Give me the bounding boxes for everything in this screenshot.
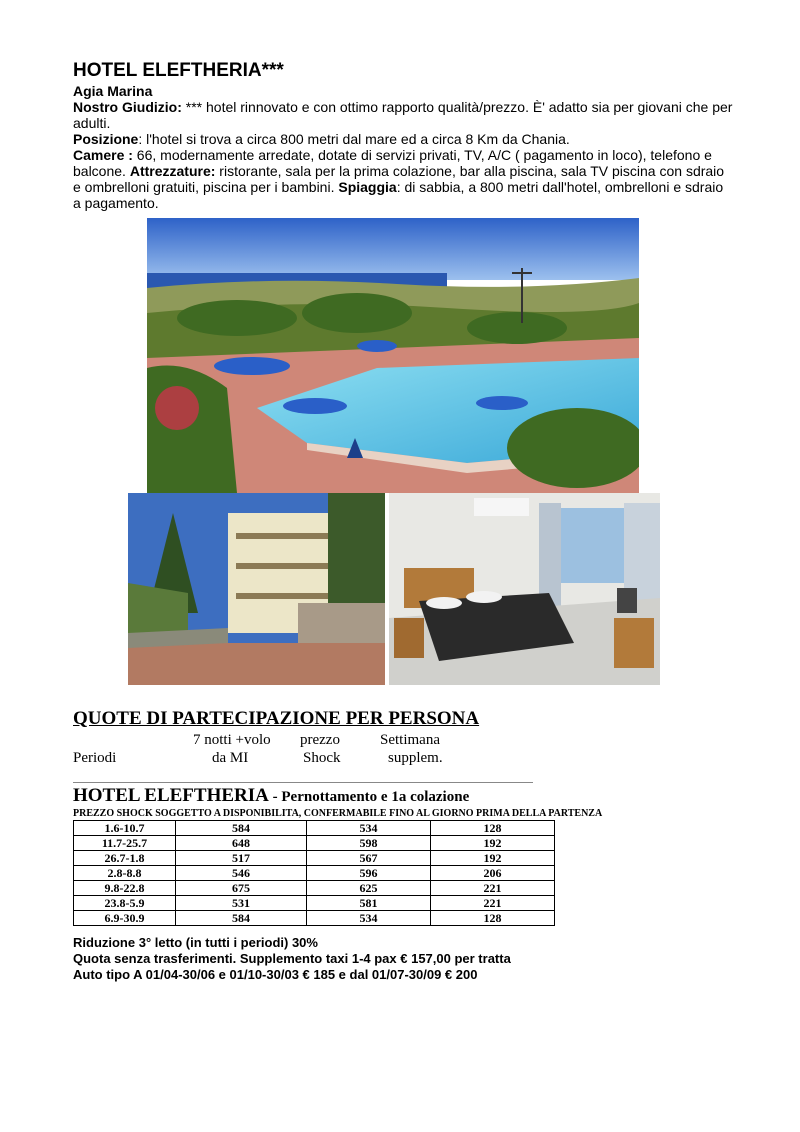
price-cell: 531 [176, 896, 307, 911]
supplement-cell: 192 [431, 851, 555, 866]
col-price-line2: Shock [303, 750, 341, 766]
shock-price-cell: 567 [307, 851, 431, 866]
table-row [74, 911, 555, 926]
table-row [74, 866, 555, 881]
hotel-exterior-photo [128, 493, 385, 685]
price-cell: 584 [176, 821, 307, 836]
shock-price-cell: 625 [307, 881, 431, 896]
price-cell: 517 [176, 851, 307, 866]
table-hotel-name: HOTEL ELEFTHERIA [73, 785, 269, 806]
period-cell: 23.8-5.9 [74, 896, 176, 911]
period-cell: 2.8-8.8 [74, 866, 176, 881]
board-type: - Pernottamento e 1a colazione [268, 789, 470, 805]
price-shock-note: PREZZO SHOCK SOGGETTO A DISPONIBILITA, CONFERMABILE FINO AL GIORNO PRIMA DELLA PARTENZA [73, 808, 603, 819]
period-cell: 1.6-10.7 [74, 821, 176, 836]
beach-label: Spiaggia [338, 179, 397, 195]
hotel-name-row [73, 785, 469, 808]
col-periods: Periodi [73, 750, 117, 766]
facilities-label: Attrezzature: [129, 163, 216, 179]
car-rental-note: Auto tipo A 01/04-30/06 e 01/10-30/03 € 185 e dal 01/07-30/09 € 200 [73, 967, 478, 982]
supplement-cell: 221 [431, 896, 555, 911]
hotel-title: HOTEL ELEFTHERIA*** [73, 60, 284, 81]
third-bed-note: Riduzione 3° letto (in tutti i periodi) 30% [73, 935, 318, 950]
rooms-text: 66, modernamente arredate, dotate di servizi privati, TV, A/C ( pagamento in loco), telefono e balcone. [73, 147, 712, 179]
position-label: Posizione [73, 131, 139, 147]
price-cell: 648 [176, 836, 307, 851]
period-cell: 6.9-30.9 [74, 911, 176, 926]
period-cell: 26.7-1.8 [74, 851, 176, 866]
price-cell: 546 [176, 866, 307, 881]
col-supp-line2: supplem. [388, 750, 443, 766]
beach-text: : di sabbia, a 800 metri dall'hotel, ombrelloni e sdraio a pagamento. [73, 179, 724, 211]
table-row [74, 896, 555, 911]
period-cell: 9.8-22.8 [74, 881, 176, 896]
transfers-note: Quota senza trasferimenti. Supplemento taxi 1-4 pax € 157,00 per tratta [73, 951, 511, 966]
table-row [74, 851, 555, 866]
facilities-text: ristorante, sala per la prima colazione, bar alla piscina, sala TV piscina con sdraio e ombrelloni gratuiti, piscina per i bambini. [73, 163, 725, 195]
position-text: : l'hotel si trova a circa 800 metri dal mare ed a circa 8 Km da Chania. [138, 131, 570, 147]
supplement-cell: 192 [431, 836, 555, 851]
hotel-description [73, 83, 733, 211]
price-cell: 675 [176, 881, 307, 896]
price-table [73, 820, 555, 926]
supplement-cell: 128 [431, 821, 555, 836]
table-row [74, 836, 555, 851]
rooms-label: Camere : [73, 147, 133, 163]
judgement-text: *** hotel rinnovato e con ottimo rapporto qualità/prezzo. È' adatto sia per giovani che per adulti. [73, 99, 733, 131]
divider [73, 782, 533, 783]
table-row [74, 821, 555, 836]
col-nights-line1: 7 notti +volo [193, 732, 271, 748]
price-table-body [74, 821, 555, 926]
judgement-label: Nostro Giudizio: [73, 99, 182, 115]
room-photo [389, 493, 660, 685]
supplement-cell: 206 [431, 866, 555, 881]
col-nights-line2: da MI [212, 750, 249, 766]
shock-price-cell: 534 [307, 821, 431, 836]
hotel-location: Agia Marina [73, 83, 153, 99]
supplement-cell: 128 [431, 911, 555, 926]
supplement-cell: 221 [431, 881, 555, 896]
col-supp-line1: Settimana [380, 732, 440, 748]
col-price-line1: prezzo [300, 732, 340, 748]
table-row [74, 881, 555, 896]
shock-price-cell: 581 [307, 896, 431, 911]
pool-photo [147, 218, 639, 493]
shock-price-cell: 598 [307, 836, 431, 851]
quotes-title: QUOTE DI PARTECIPAZIONE PER PERSONA [73, 708, 480, 729]
price-cell: 584 [176, 911, 307, 926]
shock-price-cell: 596 [307, 866, 431, 881]
period-cell: 11.7-25.7 [74, 836, 176, 851]
shock-price-cell: 534 [307, 911, 431, 926]
